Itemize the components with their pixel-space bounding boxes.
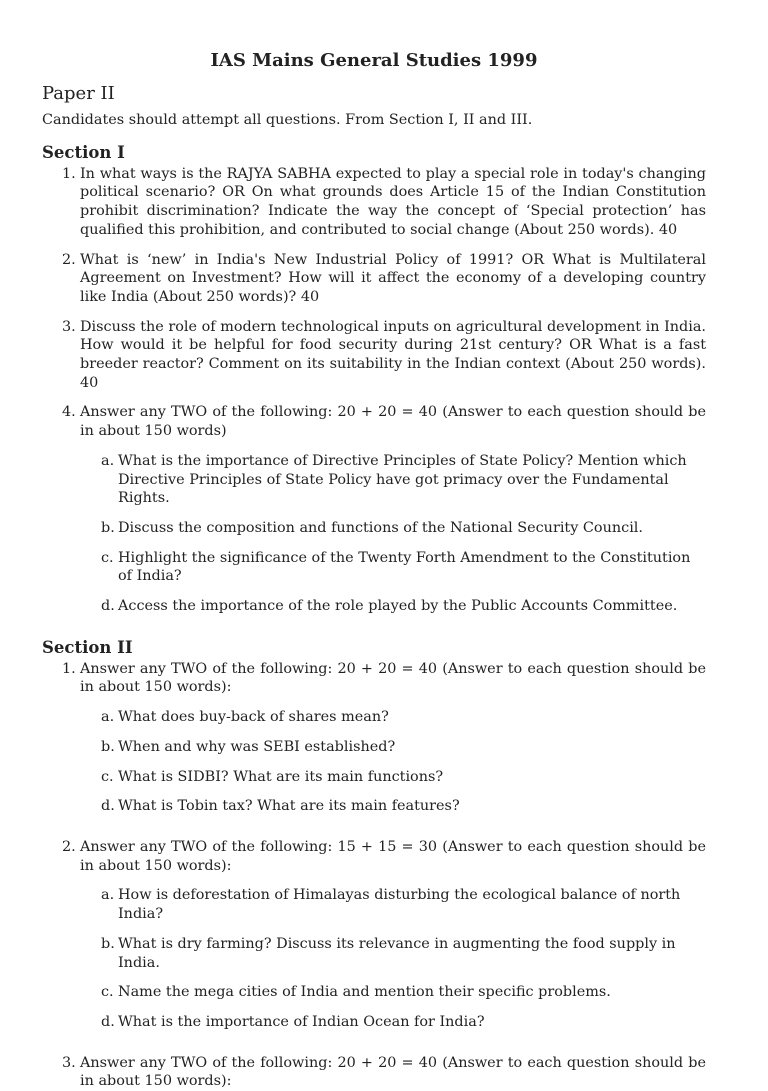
sub-question-list [80, 452, 706, 616]
document-title: IAS Mains General Studies 1999 [210, 50, 538, 71]
question-list [42, 660, 706, 1091]
sub-question-text: Discuss the composition and functions of the National Security Council. [118, 519, 643, 536]
sub-question-text: Highlight the significance of the Twenty Forth Amendment to the Constitution of India? [118, 549, 691, 585]
sub-question-text: What is the importance of Indian Ocean for India? [118, 1013, 485, 1030]
sub-question-text: What is SIDBI? What are its main functions? [118, 768, 444, 785]
sub-question-item [80, 983, 706, 1002]
question-item [42, 318, 706, 393]
question-text: In what ways is the RAJYA SABHA expected to play a special role in today's changing political scenario? OR On what grounds does Article 15 of the Indian Constitution prohibit discrimination? Indicate the way the concept of ‘Special protection’ has qualified this prohibition, and contributed to social change (About 250 words). 40 [80, 165, 706, 238]
sub-question-item [80, 886, 706, 923]
question-text: Answer any TWO of the following: 20 + 20 = 40 (Answer to each question should be in about 150 words): [80, 1054, 706, 1090]
question-number: 3. [62, 1054, 76, 1071]
sub-question-list [80, 886, 706, 1031]
question-number: 2. [62, 838, 76, 855]
sub-question-text: What is dry farming? Discuss its relevance in augmenting the food supply in India. [118, 935, 676, 971]
sub-question-label: d. [101, 798, 115, 815]
sub-question-text: Name the mega cities of India and mention their specific problems. [118, 984, 611, 1001]
sub-question-label: a. [101, 887, 115, 904]
question-list [42, 165, 706, 616]
sub-question-label: b. [101, 935, 115, 952]
sub-question-item [80, 519, 706, 538]
question-item [42, 165, 706, 240]
sub-question-text: What does buy-back of shares mean? [118, 709, 389, 726]
sub-question-list [80, 708, 706, 816]
sub-question-text: Access the importance of the role played by the Public Accounts Committee. [118, 598, 678, 615]
sub-question-label: c. [101, 549, 114, 566]
question-number: 3. [62, 318, 76, 335]
sub-question-item [80, 797, 706, 816]
question-item [42, 660, 706, 816]
sub-question-label: c. [101, 768, 114, 785]
sub-question-item [80, 452, 706, 508]
question-text: Discuss the role of modern technological inputs on agricultural development in India. How would it be helpful for food security during 21st century? OR What is a fast breeder reactor? Comment on its suitability in the Indian context (About 250 words). 40 [80, 318, 706, 391]
section-heading: Section I [42, 142, 125, 162]
sub-question-label: b. [101, 738, 115, 755]
sub-question-item [80, 738, 706, 757]
question-text: Answer any TWO of the following: 15 + 15 = 30 (Answer to each question should be in about 150 words): [80, 838, 706, 874]
question-number: 2. [62, 251, 76, 268]
question-item [42, 838, 706, 1032]
question-number: 4. [62, 404, 76, 421]
sub-question-label: d. [101, 1013, 115, 1030]
sub-question-label: c. [101, 984, 114, 1001]
sub-question-label: a. [101, 452, 115, 469]
sub-question-text: What is Tobin tax? What are its main features? [118, 798, 460, 815]
sub-question-item [80, 597, 706, 616]
sub-question-item [80, 768, 706, 787]
question-number: 1. [62, 165, 76, 182]
question-item [42, 1054, 706, 1091]
sub-question-text: What is the importance of Directive Principles of State Policy? Mention which Directive Principles of State Policy have got primacy over the Fundamental Rights. [118, 452, 687, 507]
sub-question-label: d. [101, 598, 115, 615]
paper-label: Paper II [42, 83, 115, 104]
instructions-text: Candidates should attempt all questions. From Section I, II and III. [42, 112, 533, 128]
sub-question-item [80, 549, 706, 586]
sub-question-label: a. [101, 709, 115, 726]
sub-question-text: When and why was SEBI established? [118, 738, 396, 755]
question-text: Answer any TWO of the following: 20 + 20 = 40 (Answer to each question should be in about 150 words) [80, 404, 706, 440]
question-text: Answer any TWO of the following: 20 + 20 = 40 (Answer to each question should be in about 150 words): [80, 660, 706, 696]
question-item [42, 403, 706, 615]
sub-question-label: b. [101, 519, 115, 536]
sub-question-item [80, 708, 706, 727]
sub-question-text: How is deforestation of Himalayas disturbing the ecological balance of north India? [118, 887, 681, 923]
question-text: What is ‘new’ in India's New Industrial Policy of 1991? OR What is Multilateral Agreement on Investment? How will it affect the economy of a developing country like India (About 250 words)? 40 [80, 251, 706, 305]
section-heading: Section II [42, 637, 133, 657]
sub-question-item [80, 1013, 706, 1032]
question-number: 1. [62, 660, 76, 677]
sub-question-item [80, 935, 706, 972]
question-item [42, 251, 706, 307]
